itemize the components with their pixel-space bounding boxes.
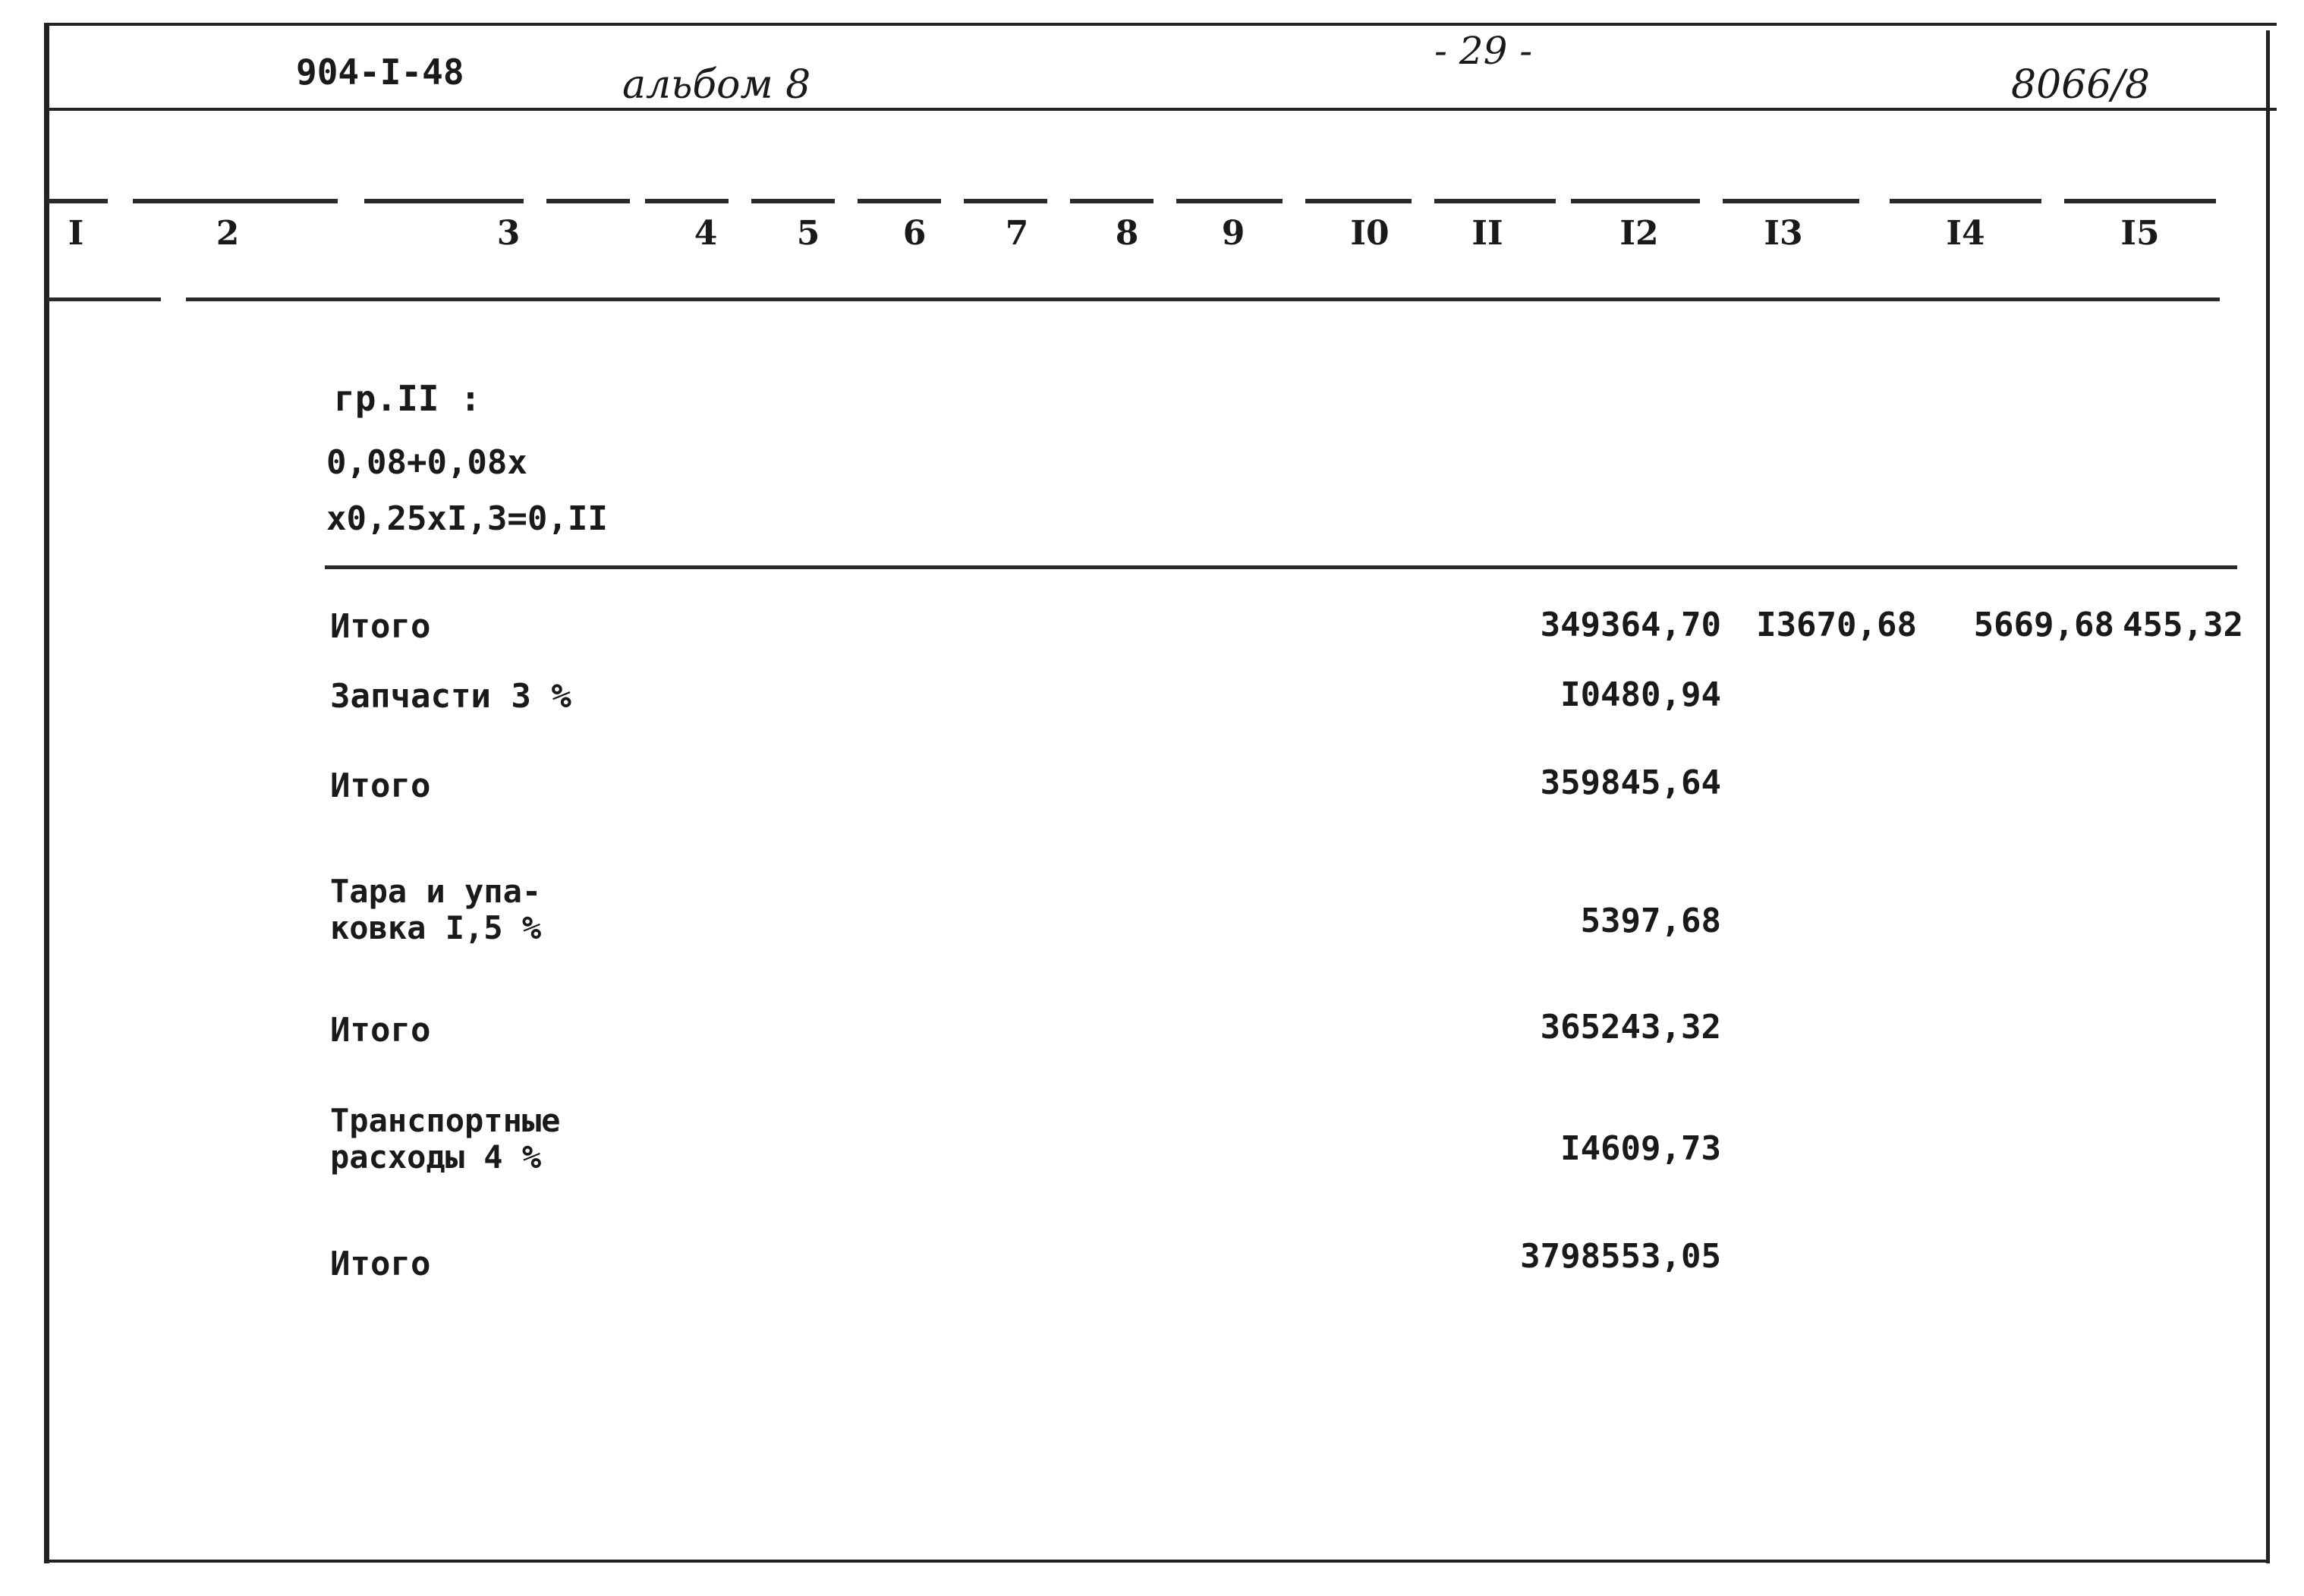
album-label: альбом 8 (622, 62, 811, 108)
row-value-col15: 455,32 (2123, 606, 2243, 644)
row-label-line1: Тара и упа- (330, 873, 542, 910)
column-number: 4 (694, 214, 718, 253)
column-number: I5 (2120, 214, 2160, 253)
row-value-col13: I3670,68 (1756, 606, 1917, 644)
row-value-col12: I0480,94 (1560, 675, 1721, 714)
column-number: 3 (496, 214, 521, 253)
column-dash (133, 199, 338, 203)
column-number: I4 (1946, 214, 1985, 253)
column-number: II (1471, 214, 1503, 253)
column-dash (1890, 199, 2041, 203)
column-number: 7 (1005, 214, 1029, 253)
column-dash (858, 199, 941, 203)
column-dash (1434, 199, 1556, 203)
column-number: I (68, 214, 84, 253)
page-number: - 29 - (1434, 29, 1533, 73)
row-value-col12: 359845,64 (1540, 763, 1721, 802)
project-code: 904-I-48 (296, 52, 464, 93)
row-value-col12: 3798553,05 (1520, 1237, 1721, 1276)
column-dash (546, 199, 630, 203)
column-number: 6 (902, 214, 927, 253)
column-dash (364, 199, 524, 203)
row-value-col12: 5397,68 (1580, 902, 1721, 940)
column-dash (1176, 199, 1283, 203)
frame-right (2266, 30, 2270, 1563)
row-label-line2: ковка I,5 % (330, 909, 542, 946)
column-number: I3 (1764, 214, 1803, 253)
group-formula-line2: x0,25xI,3=0,II (326, 499, 608, 538)
column-dash (1070, 199, 1154, 203)
row-value-col14: 5669,68 (1973, 606, 2114, 644)
row-label: Запчасти 3 % (330, 677, 571, 716)
column-dash (645, 199, 729, 203)
row-value-col12: I4609,73 (1560, 1129, 1721, 1168)
column-dash (1305, 199, 1412, 203)
column-dash (1723, 199, 1859, 203)
section-divider (325, 565, 2237, 569)
column-dash (2064, 199, 2216, 203)
column-dash (964, 199, 1047, 203)
column-dash (47, 199, 108, 203)
row-label: Итого (330, 767, 431, 805)
frame-bottom (47, 1560, 2268, 1563)
column-number: 9 (1221, 214, 1245, 253)
frame-left (44, 23, 49, 1563)
group-label: гр.II : (334, 378, 481, 419)
row-label: Итого (330, 607, 431, 646)
column-number: 8 (1115, 214, 1139, 253)
column-dash (751, 199, 835, 203)
doc-reference: 8066/8 (2011, 62, 2150, 108)
column-number: 5 (796, 214, 820, 253)
row-label: Итого (330, 1011, 431, 1050)
column-number: I2 (1619, 214, 1659, 253)
row-label: Итого (330, 1245, 431, 1283)
column-number: I0 (1350, 214, 1390, 253)
column-header-line (186, 297, 2220, 301)
row-value-col12: 365243,32 (1540, 1008, 1721, 1047)
group-formula-line1: 0,08+0,08x (326, 443, 527, 482)
header-line (47, 108, 2277, 111)
column-number: 2 (216, 214, 240, 253)
column-dash (1571, 199, 1700, 203)
row-value-col12: 349364,70 (1540, 606, 1721, 644)
row-label-line1: Транспортные (330, 1102, 561, 1139)
frame-top (47, 23, 2277, 26)
column-header-line (47, 297, 161, 301)
row-label-line2: расходы 4 % (330, 1138, 542, 1176)
